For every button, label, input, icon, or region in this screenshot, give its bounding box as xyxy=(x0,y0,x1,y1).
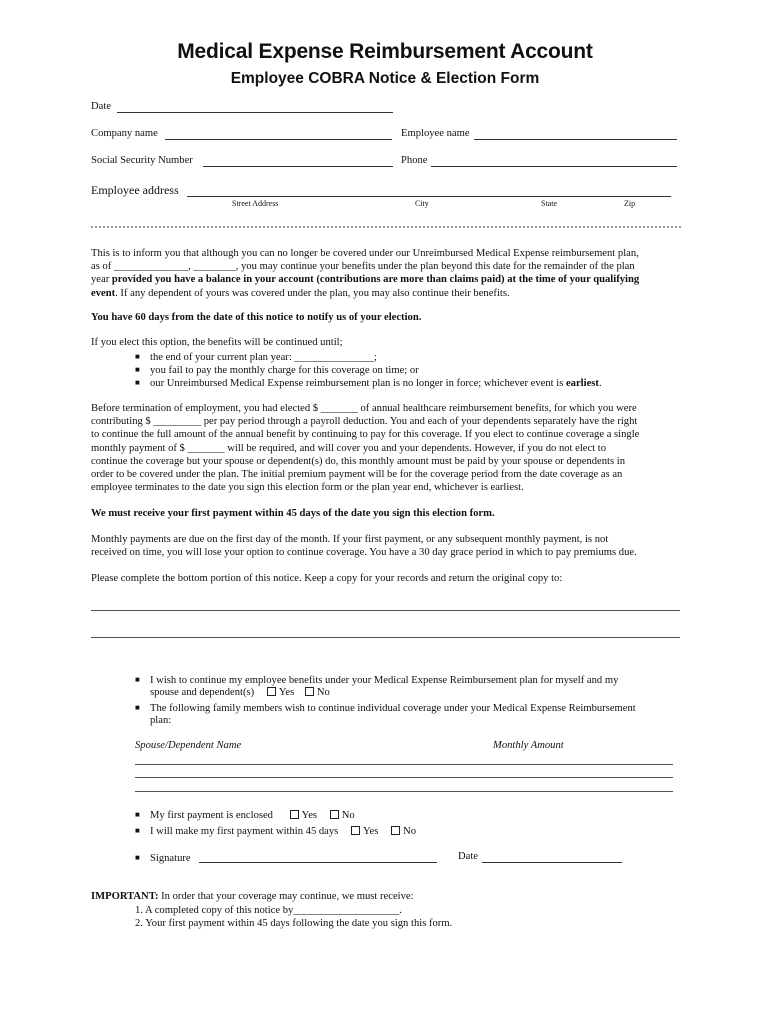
ssn-field[interactable] xyxy=(203,166,393,167)
payment-enclosed-yes-checkbox[interactable] xyxy=(290,810,299,819)
bullet-icon: ■ xyxy=(135,853,140,862)
form-subtitle: Employee COBRA Notice & Election Form xyxy=(230,70,540,87)
until-item-plan-end: ■ our Unreimbursed Medical Expense reimbursement plan is no longer in force; whichever event is earliest. xyxy=(135,378,602,389)
wish-yes-checkbox[interactable] xyxy=(267,687,276,696)
signature-item: ■ Signature xyxy=(135,853,191,864)
dependent-row-3[interactable] xyxy=(135,791,673,792)
state-caption: State xyxy=(541,199,557,208)
street-address-caption: Street Address xyxy=(232,199,279,208)
date-label: Date xyxy=(91,101,111,112)
signature-field[interactable] xyxy=(199,862,437,863)
section-divider xyxy=(91,226,681,228)
bullet-icon: ■ xyxy=(135,352,140,361)
notice-60-days: You have 60 days from the date of this notice to notify us of your election. xyxy=(91,312,422,323)
bullet-icon: ■ xyxy=(135,675,140,684)
employee-address-field[interactable] xyxy=(187,196,671,197)
signature-date-field[interactable] xyxy=(482,862,622,863)
payment-45-yes-checkbox[interactable] xyxy=(351,826,360,835)
bullet-icon: ■ xyxy=(135,703,140,712)
payment-enclosed-no-checkbox[interactable] xyxy=(330,810,339,819)
employee-name-field[interactable] xyxy=(474,139,677,140)
bullet-icon: ■ xyxy=(135,810,140,819)
employee-name-label: Employee name xyxy=(401,128,470,139)
payment-45-no-checkbox[interactable] xyxy=(391,826,400,835)
city-caption: City xyxy=(415,199,429,208)
intro-line-4: event. If any dependent of yours was covered under the plan, you may also continue their benefits. xyxy=(91,287,510,299)
intro-line-2: as of ______________, ________, you may continue your benefits under the plan beyond this date for the remainder of the plan xyxy=(91,261,635,273)
employee-address-label: Employee address xyxy=(91,183,179,197)
return-address-line-1[interactable] xyxy=(91,610,680,611)
wish-no-checkbox[interactable] xyxy=(305,687,314,696)
ssn-label: Social Security Number xyxy=(91,155,193,166)
bullet-icon: ■ xyxy=(135,365,140,374)
bullet-icon: ■ xyxy=(135,826,140,835)
until-item-plan-year: ■ the end of your current plan year: _______________; xyxy=(135,352,377,363)
payment-enclosed-item: ■ My first payment is enclosed Yes No xyxy=(135,810,355,821)
termination-paragraph: Before termination of employment, you had elected $ _______ of annual healthcare reimbursement benefits, for which you were contributing $ _________ per pay period through a payroll deduction. You and each of your dependents separately have the right to continue the full amount of the annual benefit by continuing to pay for this coverage. If you elect to continue coverage a single monthly payment of $ _______ will be required, and will cover you and your dependents. However, if you do not elect to continue the coverage but your spouse or dependent(s) do, this monthly amount must be paid by your spouse or dependents in order to be covered under the plan. The initial premium payment will be for the coverage period from the date coverage as an employee terminates to the date you sign this election form or the plan year end, whichever is earliest. xyxy=(91,403,640,494)
phone-label: Phone xyxy=(401,155,428,166)
payment-45-days-item: ■ I will make my first payment within 45 days Yes No xyxy=(135,826,416,837)
dependent-row-2[interactable] xyxy=(135,777,673,778)
dependent-name-header: Spouse/Dependent Name xyxy=(135,740,242,751)
important-item-2: 2. Your first payment within 45 days following the date you sign this form. xyxy=(135,918,453,929)
date-field[interactable] xyxy=(117,112,393,113)
until-item-payment: ■ you fail to pay the monthly charge for this coverage on time; or xyxy=(135,365,419,376)
wish-to-continue-choice: spouse and dependent(s) Yes No xyxy=(150,687,330,698)
monthly-amount-header: Monthly Amount xyxy=(493,740,564,751)
notice-45-days: We must receive your first payment within 45 days of the date you sign this election form. xyxy=(91,508,495,519)
company-name-field[interactable] xyxy=(165,139,392,140)
intro-line-3: year provided you have a balance in your account (contributions are more than claims paid) at the time of your qualifying xyxy=(91,274,640,286)
return-instructions: Please complete the bottom portion of this notice. Keep a copy for your records and return the original copy to: xyxy=(91,573,563,584)
signature-date-label: Date xyxy=(458,851,478,862)
bullet-icon: ■ xyxy=(135,378,140,387)
return-address-line-2[interactable] xyxy=(91,637,680,638)
wish-to-continue-item: ■ I wish to continue my employee benefits under your Medical Expense Reimbursement plan for myself and my xyxy=(135,675,619,686)
intro-line-1: This is to inform you that although you can no longer be covered under our Unreimbursed Medical Expense reimbursement plan, xyxy=(91,248,639,259)
intro-paragraph xyxy=(91,247,681,300)
form-title: Medical Expense Reimbursement Account xyxy=(177,40,593,63)
phone-field[interactable] xyxy=(431,166,677,167)
important-note: IMPORTANT: In order that your coverage may continue, we must receive: xyxy=(91,891,414,902)
monthly-payments-paragraph: Monthly payments are due on the first day of the month. If your first payment, or any subsequent monthly payment, is not received on time, you will lose your option to continue coverage. You have a 30 day grace period in which to pay premiums due. xyxy=(91,534,637,559)
important-item-1: 1. A completed copy of this notice by____________________. xyxy=(135,905,402,916)
family-members-plan: plan: xyxy=(150,715,172,726)
family-members-item: ■ The following family members wish to continue individual coverage under your Medical Expense Reimbursement xyxy=(135,703,636,714)
dependent-row-1[interactable] xyxy=(135,764,673,765)
zip-caption: Zip xyxy=(624,199,636,208)
company-name-label: Company name xyxy=(91,128,158,139)
continuation-intro: If you elect this option, the benefits will be continued until; xyxy=(91,337,343,348)
